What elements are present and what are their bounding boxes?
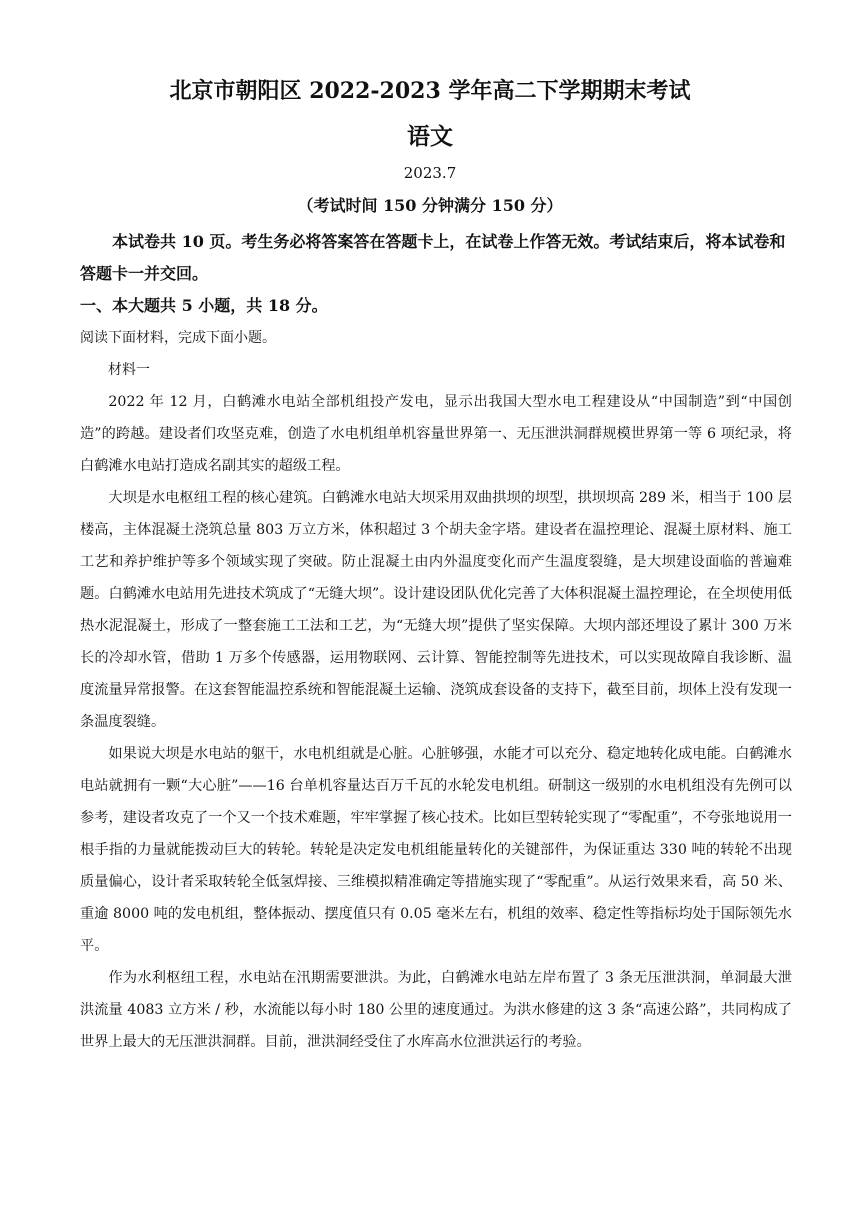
material-label: 材料一 [108, 362, 150, 378]
exam-notice: 本试卷共 10 页。考生务必将答案答在答题卡上，在试卷上作答无效。考试结束后，将本试卷和答题卡一并交回。 [80, 232, 786, 283]
section-heading: 一、本大题共 5 小题，共 18 分。 [80, 296, 328, 315]
exam-time-info: （考试时间 150 分钟满分 150 分） [297, 196, 563, 215]
exam-body [80, 226, 792, 1058]
exam-title: 北京市朝阳区 2022-2023 学年高二下学期期末考试 [169, 78, 691, 104]
exam-date: 2023.7 [403, 164, 457, 182]
paragraph: 作为水利枢纽工程，水电站在汛期需要泄洪。为此，白鹤滩水电站左岸布置了 3 条无压泄洪洞，单洞最大泄洪流量 4083 立方米 / 秒，水流能以每小时 180 公里的速度通过。为洪水修建的这 3 条“高速公路”，共同构成了世界上最大的无压泄洪洞群。目前，泄洪洞经受住了水库高水位泄洪运行的考验。 [80, 970, 792, 1050]
paragraph: 2022 年 12 月，白鹤滩水电站全部机组投产发电，显示出我国大型水电工程建设从“中国制造”到“中国创造”的跨越。建设者们攻坚克难，创造了水电机组单机容量世界第一、无压泄洪洞群规模世界第一等 6 项纪录，将白鹤滩水电站打造成名副其实的超级工程。 [80, 394, 792, 474]
paragraph: 大坝是水电枢纽工程的核心建筑。白鹤滩水电站大坝采用双曲拱坝的坝型，拱坝坝高 289 米，相当于 100 层楼高，主体混凝土浇筑总量 803 万立方米，体积超过 3 个胡夫金字塔。建设者在温控理论、混凝土原材料、施工工艺和养护维护等多个领域实现了突破。防止混凝土由内外温度变化而产生温度裂缝，是大坝建设面临的普遍难题。白鹤滩水电站用先进技术筑成了“无缝大坝”。设计建设团队优化完善了大体积混凝土温控理论，在全坝使用低热水泥混凝土，形成了一整套施工工法和工艺，为“无缝大坝”提供了坚实保障。大坝内部还埋设了累计 300 万米长的冷却水管，借助 1 万多个传感器，运用物联网、云计算、智能控制等先进技术，可以实现故障自我诊断、温度流量异常报警。在这套智能温控系统和智能混凝土运输、浇筑成套设备的支持下，截至目前，坝体上没有发现一条温度裂缝。 [80, 490, 792, 730]
subject-title: 语文 [407, 123, 453, 150]
reading-instruction: 阅读下面材料，完成下面小题。 [80, 330, 276, 346]
paragraph: 如果说大坝是水电站的躯干，水电机组就是心脏。心脏够强，水能才可以充分、稳定地转化成电能。白鹤滩水电站就拥有一颗“大心脏”——16 台单机容量达百万千瓦的水轮发电机组。研制这一级别的水电机组没有先例可以参考，建设者攻克了一个又一个技术难题，牢牢掌握了核心技术。比如巨型转轮实现了“零配重”，不夸张地说用一根手指的力量就能拨动巨大的转轮。转轮是决定发电机组能量转化的关键部件，为保证重达 330 吨的转轮不出现质量偏心，设计者采取转轮全低氢焊接、三维模拟精准确定等措施实现了“零配重”。从运行效果来看，高 50 米、重逾 8000 吨的发电机组，整体振动、摆度值只有 0.05 毫米左右，机组的效率、稳定性等指标均处于国际领先水平。 [80, 746, 792, 954]
